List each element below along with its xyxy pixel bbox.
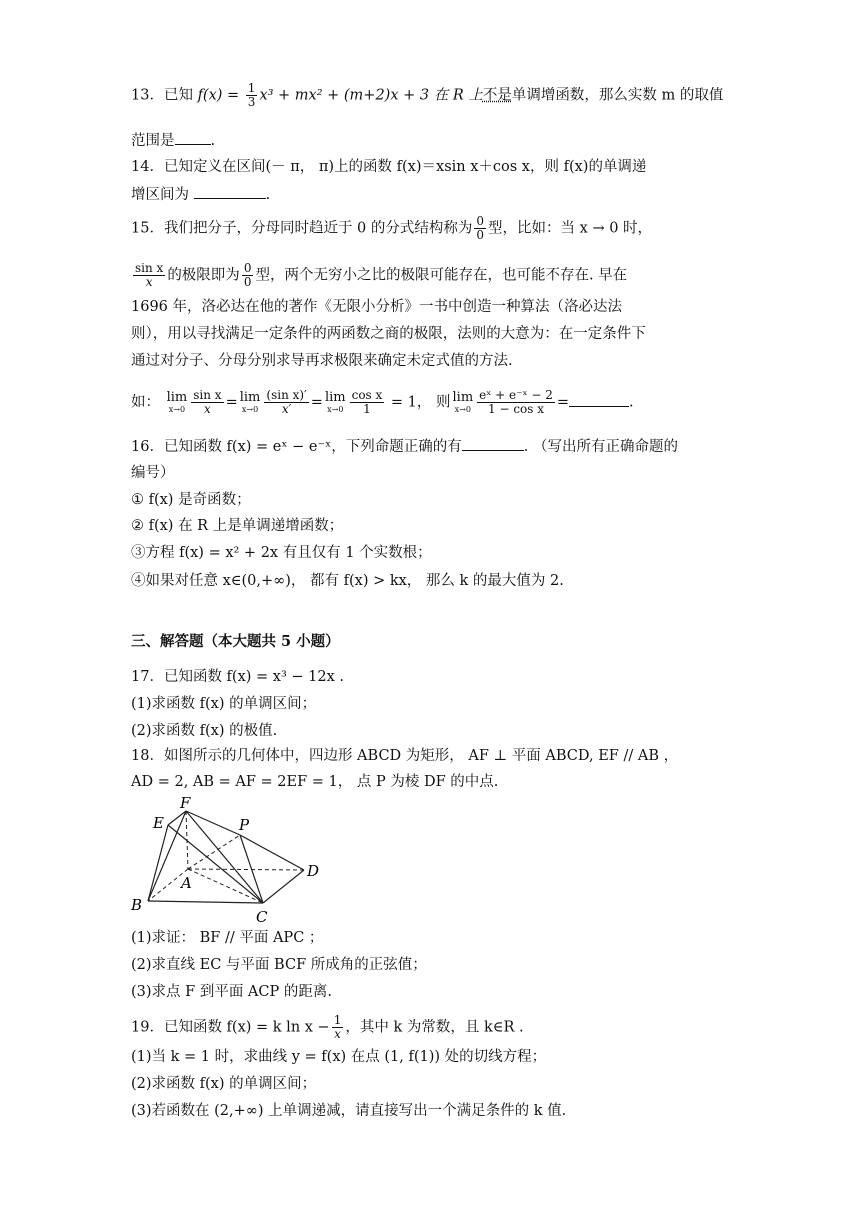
q19-item-2: (2)求函数 f(x) 的单调区间； <box>131 1076 317 1092</box>
q17-number: 17． <box>131 669 164 685</box>
q18-item-3: (3)求点 F 到平面 ACP 的距离. <box>131 984 332 1000</box>
equals-one: = 1， <box>386 394 432 411</box>
q18-geometry-figure <box>128 795 328 925</box>
q16-item-2: ② f(x) 在 R 上是单调递增函数； <box>131 518 344 534</box>
ex-frac-den: x <box>204 402 211 416</box>
q17-item-1: (1)求函数 f(x) 的单调区间； <box>131 696 317 712</box>
ex-frac-den: 1 <box>363 402 371 416</box>
q15-lim-2 <box>240 391 261 414</box>
ex-frac-num: (sin x)′ <box>266 388 307 402</box>
q13-fraction <box>246 82 258 109</box>
q15-l1b: 型，比如：当 x → 0 时， <box>488 220 653 237</box>
q17-item-2: (2)求函数 f(x) 的极值. <box>131 723 278 739</box>
q13-line1 <box>131 82 723 109</box>
question-frac-den: 1 − cos x <box>488 402 545 416</box>
q15-example-label: 如： <box>131 394 160 411</box>
q15-frac-num: 0 <box>476 214 485 228</box>
q15-l1a: 我们把分子，分母同时趋近于 0 的分式结构称为 <box>163 220 473 237</box>
lim-text: lim <box>166 390 188 405</box>
label-A: A <box>181 874 192 892</box>
q15-l2b: 型，两个无穷小之比的极限可能存在，也可能不存在. 早在 <box>255 267 628 284</box>
q15-number: 15． <box>131 220 164 237</box>
edge-FP <box>186 811 240 835</box>
lim-text: lim <box>324 390 346 405</box>
q13-line2 <box>131 130 215 151</box>
edge-EB <box>148 825 168 901</box>
label-B: B <box>131 896 143 914</box>
q19-frac-num: 1 <box>333 1013 342 1027</box>
q18-line1 <box>131 746 678 766</box>
q15-line4: 则），用以寻找满足一定条件的两函数之商的极限，法则的大意为：在一定条件下 <box>131 326 646 342</box>
q16-number: 16． <box>131 439 164 455</box>
q15-sinx-num: sin x <box>135 261 164 275</box>
q16-line2: 编号） <box>131 465 175 481</box>
q15-zero-fraction-2 <box>242 262 254 289</box>
label-C: C <box>256 908 268 925</box>
q18-line2: AD = 2, AB = AF = 2EF = 1， 点 P 为棱 DF 的中点. <box>131 774 499 790</box>
q14-end: . <box>265 187 271 203</box>
q16-l1b: . （写出所有正确命题的 <box>523 439 678 455</box>
ex-frac-num: sin x <box>193 388 222 402</box>
q17-line1 <box>131 667 344 687</box>
ex-frac-den: x′ <box>281 402 292 416</box>
q19-item-1: (1)当 k = 1 时，求曲线 y = f(x) 在点 (1, f(1)) 处的切线方程； <box>131 1049 547 1065</box>
q13-emphasis: 不是 <box>482 87 512 104</box>
then-text: 则 <box>436 394 451 411</box>
question-frac-num: eˣ + e⁻ˣ − 2 <box>479 388 553 402</box>
q14-line2 <box>131 184 270 205</box>
q18-text: 如图所示的几何体中，四边形 ABCD 为矩形， AF ⊥ 平面 ABCD, EF // AB ， <box>163 748 679 764</box>
q15-ex-frac-1 <box>191 389 223 416</box>
q16-line1 <box>131 436 678 457</box>
label-P: P <box>239 816 250 834</box>
q15-line1 <box>131 215 652 242</box>
label-D: D <box>307 862 320 880</box>
q14-number: 14． <box>131 159 164 175</box>
q13-line2-text: 范围是 <box>131 133 175 149</box>
lim-text: lim <box>239 390 261 405</box>
q14-answer-blank[interactable] <box>194 184 266 199</box>
q15-line2 <box>131 262 627 289</box>
edge-AD <box>188 869 304 870</box>
label-F: F <box>180 795 191 812</box>
q17-text: 已知函数 f(x) = x³ − 12x . <box>163 669 344 685</box>
q19-l1a: 已知函数 f(x) = k ln x − <box>163 1019 330 1036</box>
label-E: E <box>153 814 164 832</box>
q15-sinx-den: x <box>145 275 153 289</box>
q16-l1a: 已知函数 f(x) = eˣ − e⁻ˣ，下列命题正确的有 <box>163 439 462 455</box>
q13-prefix: 已知 <box>163 87 193 104</box>
q18-item-1: (1)求证： BF // 平面 APC ； <box>131 930 324 946</box>
q19-fraction <box>332 1014 344 1041</box>
equals: = <box>225 394 238 411</box>
q18-number: 18． <box>131 748 164 764</box>
q15-zero-fraction <box>474 215 486 242</box>
q15-ex-frac-2 <box>264 389 308 416</box>
q13-rest: x³ + mx² + (m+2)x + 3 在 R 上 <box>259 87 483 104</box>
q19-number: 19． <box>131 1019 164 1036</box>
edge-BC <box>148 901 263 903</box>
q16-item-4: ④如果对任意 x∈(0,+∞)， 都有 f(x) > kx， 那么 k 的最大值为 2. <box>131 573 564 589</box>
q13-post: 单调增函数，那么实数 m 的取值 <box>511 87 724 104</box>
q16-item-1: ① f(x) 是奇函数； <box>131 492 251 508</box>
edge-AC <box>188 869 263 903</box>
q13-formula: f(x) = <box>197 87 244 104</box>
q19-frac-den: x <box>334 1027 341 1041</box>
section-heading: 三、解答题（本大题共 5 小题） <box>131 633 340 650</box>
equals: = <box>556 394 570 411</box>
q19-line1 <box>131 1014 524 1041</box>
lim-sub: x→0 <box>327 405 344 414</box>
q13-end: . <box>210 133 216 149</box>
q15-question-frac <box>477 389 555 416</box>
q13-frac-num: 1 <box>247 81 256 95</box>
edge-CD <box>263 870 304 903</box>
q15-example-line <box>131 389 634 416</box>
q15-sinx-fraction <box>133 262 165 289</box>
lim-sub: x→0 <box>454 405 471 414</box>
q13-answer-blank[interactable] <box>175 130 211 145</box>
q18-item-2: (2)求直线 EC 与平面 BCF 所成角的正弦值； <box>131 957 427 973</box>
lim-sub: x→0 <box>241 405 259 414</box>
q15-end: . <box>629 394 634 411</box>
q15-lim-4 <box>453 391 474 414</box>
q16-answer-blank[interactable] <box>462 436 524 451</box>
q15-lim-1 <box>167 391 188 414</box>
q15-l2a: 的极限即为 <box>167 267 240 284</box>
q14-text: 已知定义在区间(－ π， π)上的函数 f(x)＝xsin x＋cos x，则 f(x)的单调递 <box>163 159 647 175</box>
q14-line2-text: 增区间为 <box>131 187 194 203</box>
q19-item-3: (3)若函数在 (2,+∞) 上单调递减，请直接写出一个满足条件的 k 值. <box>131 1103 567 1119</box>
q13-frac-den: 3 <box>247 95 256 109</box>
q16-item-3: ③方程 f(x) = x² + 2x 有且仅有 1 个实数根； <box>131 545 432 561</box>
q15-answer-blank[interactable] <box>569 392 629 407</box>
q15-line3: 1696 年，洛必达在他的著作《无限小分析》一书中创造一种算法（洛必达法 <box>131 299 623 315</box>
q14-line1 <box>131 157 646 177</box>
q13-number: 13． <box>131 87 164 104</box>
q15-frac-den: 0 <box>476 228 485 242</box>
q15-line5: 通过对分子、分母分别求导再求极限来确定未定式值的方法. <box>131 353 513 369</box>
lim-text: lim <box>452 390 474 405</box>
q15-ex-frac-3 <box>350 389 385 416</box>
edge-AP <box>188 835 240 869</box>
ex-frac-num: cos x <box>351 388 383 402</box>
lim-sub: x→0 <box>168 405 186 414</box>
q15-frac2-num: 0 <box>243 261 252 275</box>
q15-lim-3 <box>325 391 346 414</box>
equals: = <box>310 394 323 411</box>
q15-frac2-den: 0 <box>243 275 252 289</box>
edge-FC <box>186 811 263 903</box>
q19-l1b: ，其中 k 为常数，且 k∈R . <box>345 1019 524 1036</box>
